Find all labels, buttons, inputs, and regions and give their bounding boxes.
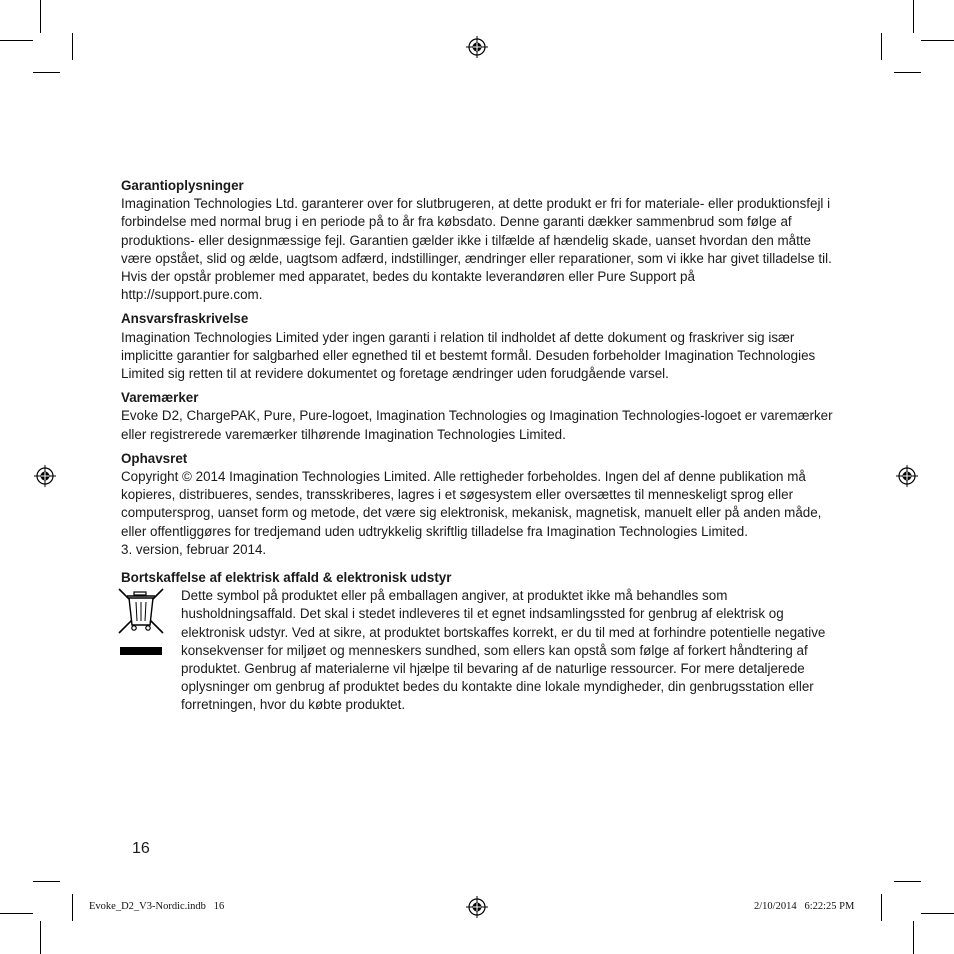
- crop-mark: [72, 33, 73, 60]
- weee-block: [121, 587, 833, 714]
- section-trademarks: [121, 389, 833, 444]
- section-body: Evoke D2, ChargePAK, Pure, Pure-logoet, Imagination Technologies og Imagination Technologies-logoet er varemærker eller registrerede varemærker tilhørende Imagination Technologies Limited.: [121, 408, 833, 442]
- document-body: [121, 177, 833, 721]
- section-copyright: [121, 450, 833, 559]
- crop-mark: [33, 72, 60, 73]
- crop-mark: [881, 33, 882, 60]
- crop-mark: [40, 0, 41, 33]
- crop-mark: [913, 0, 914, 33]
- crop-mark: [33, 881, 60, 882]
- weee-crossed-bin-icon: [117, 587, 165, 659]
- crop-mark: [881, 894, 882, 921]
- section-heading: Bortskaffelse af elektrisk affald & elektronisk udstyr: [121, 570, 452, 586]
- section-weee: [121, 569, 833, 715]
- crop-mark: [894, 881, 921, 882]
- crop-mark: [72, 894, 73, 921]
- section-heading: Ophavsret: [121, 450, 188, 466]
- section-heading: Garantioplysninger: [121, 178, 244, 193]
- section-body: Imagination Technologies Limited yder ingen garanti i relation til indholdet af dette dokument og fraskriver sig især implicitte garantier for salgbarhed eller egnethed til et bestemt formål. Desuden forbeholder Imagination Technologies Limited sig retten til at revidere dokumentet og foretage ændringer uden forudgående varsel.: [121, 329, 816, 382]
- section-heading: Ansvarsfraskrivelse: [121, 311, 249, 327]
- crop-mark: [0, 913, 33, 914]
- crop-mark: [40, 921, 41, 954]
- section-body: Copyright © 2014 Imagination Technologies Limited. Alle rettigheder forbeholdes. Ingen del af denne publikation må kopieres, distribueres, sendes, transskriberes, lagres i et søgesystem eller oversættes til menneskeligt sprog eller computersprog, uanset form og metode, det være sig elektronisk, mekanisk, magnetisk, manuelt eller på anden måde, eller offentliggøres for tredjemand uden udtrykkelig skriftlig tilladelse fra Imagination Technologies Limited.: [121, 469, 822, 539]
- registration-mark-icon: [34, 465, 56, 487]
- version-line: 3. version, februar 2014.: [121, 541, 267, 557]
- registration-mark-icon: [896, 465, 918, 487]
- section-disclaimer: [121, 310, 833, 383]
- crop-mark: [0, 40, 33, 41]
- registration-mark-icon: [466, 36, 488, 58]
- crop-mark: [894, 72, 921, 73]
- slug-timestamp: 2/10/2014 6:22:25 PM: [754, 901, 855, 912]
- section-warranty: [121, 177, 833, 304]
- section-body: Imagination Technologies Ltd. garanterer over for slutbrugeren, at dette produkt er fri for materiale- eller produktionsfejl i forbindelse med normal brug i en periode på to år fra købsdato. Denne garanti dækker sammenbrud som følge af produktions- eller designmæssige fejl. Garantien gælder ikke i tilfælde af hændelig skade, uanset hvordan den måtte være opstået, slid og ælde, uagtsom adfærd, indstillinger, ændringer eller reparationer, som vi ikke har givet tilladelse til. Hvis der opstår problemer med apparatet, bedes du kontakte leverandøren eller Pure Support på http://support.pure.com.: [121, 196, 832, 303]
- section-heading: Varemærker: [121, 390, 199, 406]
- slug-filename: Evoke_D2_V3-Nordic.indb 16: [89, 901, 225, 912]
- crop-mark: [913, 921, 914, 954]
- crop-mark: [921, 913, 954, 914]
- registration-mark-icon: [466, 896, 488, 918]
- page-number: 16: [132, 840, 150, 857]
- crop-mark: [921, 40, 954, 41]
- section-body: Dette symbol på produktet eller på emballagen angiver, at produktet ikke må behandles som husholdningsaffald. Det skal i stedet indleveres til et egnet indsamlingssted for genbrug af elektrisk og elektronisk udstyr. Ved at sikre, at produktet bortskaffes korrekt, er du til med at forhindre potentielle negative konsekvenser for miljøet og menneskers sundhed, som ellers kan opstå som følge af forkert håndtering af produktet. Genbrug af materialerne vil hjælpe til bevaring af de naturlige ressourcer. For mere detaljerede oplysninger om genbrug af produktet bedes du kontakte dine lokale myndigheder, din genbrugsstation eller forretningen, hvor du købte produktet.: [181, 588, 826, 713]
